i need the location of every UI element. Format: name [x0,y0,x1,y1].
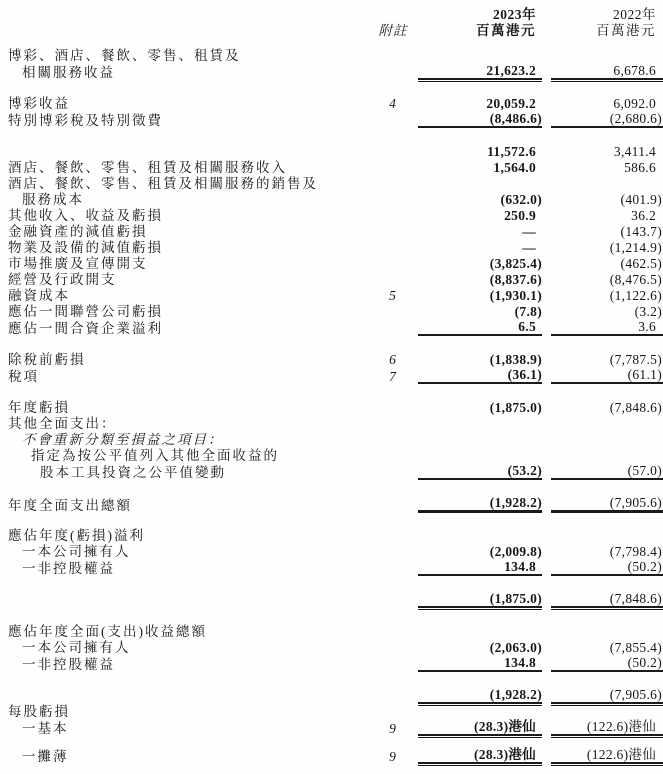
row-label: 應佔年度全面(支出)收益總額 [8,624,207,639]
table-row [0,431,663,447]
value-2023: (8,486.6) [418,111,542,128]
table-header-unit-row [0,22,663,38]
table-row [0,287,663,303]
row-label: 年度虧損 [8,400,70,415]
col-header-note: 附註 [378,23,408,38]
value-2023: 1,564.0 [493,160,536,175]
row-label: 一本公司擁有人 [22,544,131,559]
value-2023: 11,572.6 [487,144,536,159]
table-row [0,447,663,463]
value-2023: (3,825.4) [489,256,542,271]
value-2022: (61.1) [551,367,663,384]
table-row [0,319,663,335]
value-2022: (7,905.6) [551,495,663,513]
row-label: 一非控股權益 [22,561,115,576]
value-2023: (1,928.2) [418,687,542,704]
note-ref: 9 [389,721,397,736]
value-2022: (122.6)港仙 [551,719,663,736]
row-label: 指定為按公平值列入其他全面收益的 [31,448,279,463]
value-2023: (1,930.1) [489,288,542,303]
table-row [0,591,663,607]
table-row [0,747,663,763]
value-2023: 250.9 [504,208,536,223]
col-header-unit-2022: 百萬港元 [596,23,656,38]
note-ref: 5 [389,288,397,303]
value-2022: 36.2 [631,208,656,223]
col-header-year-2022: 2022年 [613,7,656,22]
table-row [0,463,663,479]
value-2022: 3.6 [551,319,663,336]
value-2022: (2,680.6) [551,111,663,128]
row-label: 酒店、餐飲、零售、租賃及相關服務收入 [8,160,287,175]
col-header-year-2023: 2023年 [493,7,536,22]
table-row [0,495,663,511]
value-2023: (36.1) [418,367,542,384]
value-2023: (2,009.8) [489,544,542,559]
row-label: 特別博彩稅及特別徵費 [8,113,163,128]
row-label: 年度全面支出總額 [8,498,132,513]
value-2022: (7,848.6) [609,400,662,415]
note-ref: 4 [389,96,397,111]
value-2022: 6,092.0 [613,96,656,111]
table-row [0,399,663,415]
table-header-year-row [0,6,663,22]
value-2022: (7,787.5) [609,352,662,367]
table-row [0,143,663,159]
row-label: 一本公司擁有人 [22,640,131,655]
table-row [0,351,663,367]
value-2023: (53.2) [418,463,542,480]
row-label: 一攤薄 [22,749,69,764]
table-row [0,191,663,207]
col-header-unit-2023: 百萬港元 [476,23,536,38]
value-2022: (143.7) [620,224,662,239]
row-label: 物業及設備的減值虧損 [8,240,163,255]
value-2022: (7,855.4) [609,640,662,655]
row-label: 服務成本 [22,192,84,207]
row-label: 應佔年度(虧損)溢利 [8,528,145,543]
table-row [0,175,663,191]
value-2023: (1,838.9) [489,352,542,367]
table-row [0,255,663,271]
table-row [0,207,663,223]
table-row [0,223,663,239]
row-label: 每股虧損 [8,704,70,719]
row-label: 一非控股權益 [22,657,115,672]
table-row [0,623,663,639]
value-2023: (28.3)港仙 [418,747,542,764]
table-row [0,687,663,703]
row-label: 應佔一間聯營公司虧損 [8,304,163,319]
value-2023: 20,059.2 [486,96,536,111]
row-label: 稅項 [8,369,39,384]
value-2023: (7.8) [514,304,542,319]
row-label: 金融資產的減值虧損 [8,224,148,239]
value-2023: (1,875.0) [418,591,542,608]
row-label: 博彩收益 [8,96,70,111]
value-2022: (8,476.5) [609,272,662,287]
row-label: 博彩、酒店、餐飲、零售、租賃及 [8,48,241,63]
table-row [0,543,663,559]
row-label: 其他全面支出： [8,416,117,431]
value-2022: 586.6 [624,160,656,175]
value-2023: 6.5 [418,319,542,336]
value-2022: (462.5) [620,256,662,271]
value-2022: (7,798.4) [609,544,662,559]
value-2023: (1,875.0) [489,400,542,415]
table-row [0,95,663,111]
value-2022: 3,411.4 [613,144,656,159]
value-2022: (50.2) [551,655,663,672]
row-label: 一基本 [22,721,69,736]
row-label: 相關服務收益 [22,65,115,80]
row-label: 經營及行政開支 [8,272,117,287]
row-label: 股本工具投資之公平值變動 [40,465,226,480]
value-2022: (7,905.6) [551,687,663,704]
row-label: 不會重新分類至損益之項目： [22,432,224,447]
row-label: 除稅前虧損 [8,352,86,367]
row-label: 其他收入、收益及虧損 [8,208,163,223]
table-row [0,527,663,543]
table-row [0,111,663,127]
note-ref: 7 [389,369,397,384]
value-2023: — [522,240,536,255]
value-2023: (8,837.6) [489,272,542,287]
value-2023: (1,928.2) [418,495,542,513]
value-2022: (1,122.6) [609,288,662,303]
row-label: 酒店、餐飲、零售、租賃及相關服務的銷售及 [8,176,318,191]
value-2023: 134.8 [418,559,542,576]
value-2023: — [522,224,536,239]
value-2022: 6,678.6 [551,63,663,80]
value-2022: (1,214.9) [609,240,662,255]
value-2022: (122.6)港仙 [551,747,663,764]
row-label: 應佔一間合資企業溢利 [8,321,163,336]
table-row [0,47,663,63]
value-2023: 134.8 [418,655,542,672]
table-row [0,271,663,287]
table-row [0,63,663,79]
table-row [0,303,663,319]
table-row [0,239,663,255]
note-ref: 6 [389,352,397,367]
value-2023: (2,063.0) [489,640,542,655]
value-2022: (401.9) [620,192,662,207]
table-row [0,559,663,575]
table-row [0,655,663,671]
value-2022: (50.2) [551,559,663,576]
value-2022: (7,848.6) [551,591,663,608]
table-row [0,415,663,431]
table-row [0,639,663,655]
row-label: 市場推廣及宣傳開支 [8,256,148,271]
note-ref: 9 [389,749,397,764]
table-row [0,367,663,383]
table-row [0,159,663,175]
value-2023: (632.0) [500,192,542,207]
value-2022: (57.0) [551,463,663,480]
value-2022: (3.2) [634,304,662,319]
value-2023: (28.3)港仙 [418,719,542,736]
table-row [0,719,663,735]
row-label: 融資成本 [8,288,70,303]
value-2023: 21,623.2 [418,63,542,80]
